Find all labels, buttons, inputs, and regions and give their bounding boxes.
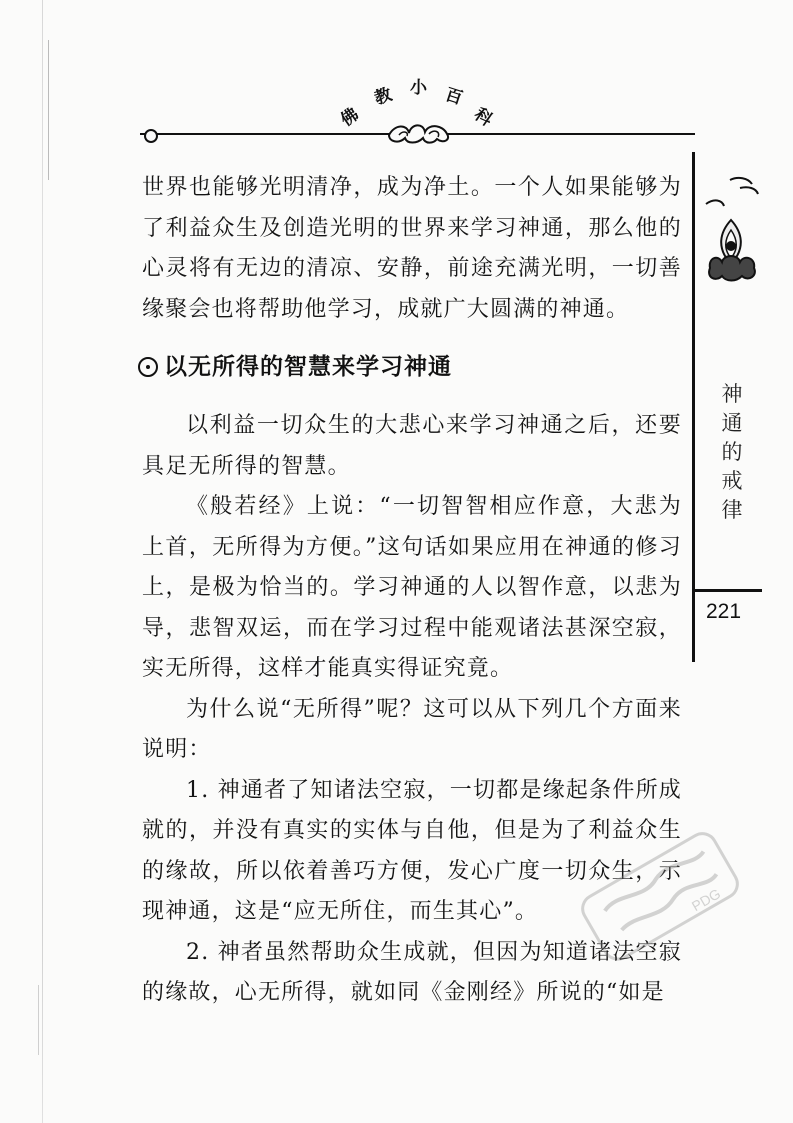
series-title-char: 小 bbox=[410, 78, 427, 98]
paragraph: 2. 神者虽然帮助众生成就，但因为知道诸法空寂的缘故，心无所得，就如同《金刚经》所说的“如是 bbox=[142, 939, 682, 1005]
cloud-ornament-icon bbox=[385, 120, 455, 146]
library-watermark bbox=[560, 820, 770, 990]
circle-bullet-icon bbox=[138, 357, 158, 377]
series-title-char: 教 bbox=[372, 84, 395, 110]
chapter-title-char: 的 bbox=[721, 440, 743, 464]
chapter-title-char: 律 bbox=[721, 498, 743, 522]
paragraph: 为什么说“无所得”呢？这可以从下列几个方面来说明： bbox=[142, 696, 682, 762]
paragraph: 《般若经》上说：“一切智智相应作意，大悲为上首，无所得为方便。”这句话如果应用在神通的修习上，是极为恰当的。学习神通的人以智作意，以悲为导，悲智双运，而在学习过程中能观诸法甚深空寂，实无所得，这样才能真实得证究竟。 bbox=[142, 494, 682, 681]
section-heading-text: 以无所得的智慧来学习神通 bbox=[164, 354, 452, 380]
chapter-title-char: 戒 bbox=[721, 469, 743, 493]
series-title-char: 佛 bbox=[337, 104, 363, 131]
paragraph: 世界也能够光明清净，成为净土。一个人如果能够为了利益众生及创造光明的世界来学习神通，那么他的心灵将有无边的清凉、安静，前途充满光明，一切善缘聚会也将帮助他学习，成就广大圆满的神通。 bbox=[142, 175, 682, 322]
page-number-rule bbox=[692, 589, 762, 592]
series-title-char: 科 bbox=[470, 104, 496, 131]
chapter-title-vertical bbox=[712, 380, 752, 525]
side-rule bbox=[692, 152, 695, 662]
series-title-char: 百 bbox=[442, 84, 465, 110]
section-heading bbox=[138, 352, 682, 382]
paragraph: 以利益一切众生的大悲心来学习神通之后，还要具足无所得的智慧。 bbox=[142, 413, 682, 479]
chapter-title-char: 通 bbox=[721, 411, 743, 435]
header-rule-ornament bbox=[144, 129, 158, 143]
running-header bbox=[140, 60, 700, 155]
scan-edge-line bbox=[42, 0, 43, 1123]
lotus-ornament-icon bbox=[700, 168, 762, 318]
scan-edge-line bbox=[38, 985, 39, 1055]
watermark-text: PDG bbox=[688, 885, 724, 915]
series-title bbox=[140, 60, 580, 130]
chapter-title-char: 神 bbox=[721, 382, 743, 406]
paragraph: 1. 神通者了知诸法空寂，一切都是缘起条件所成就的，并没有真实的实体与自他，但是为了利益众生的缘故，所以依着善巧方便，发心广度一切众生，示现神通，这是“应无所住，而生其心”。 bbox=[142, 777, 682, 924]
scan-edge-line bbox=[48, 40, 49, 180]
page-number: 221 bbox=[706, 600, 742, 623]
